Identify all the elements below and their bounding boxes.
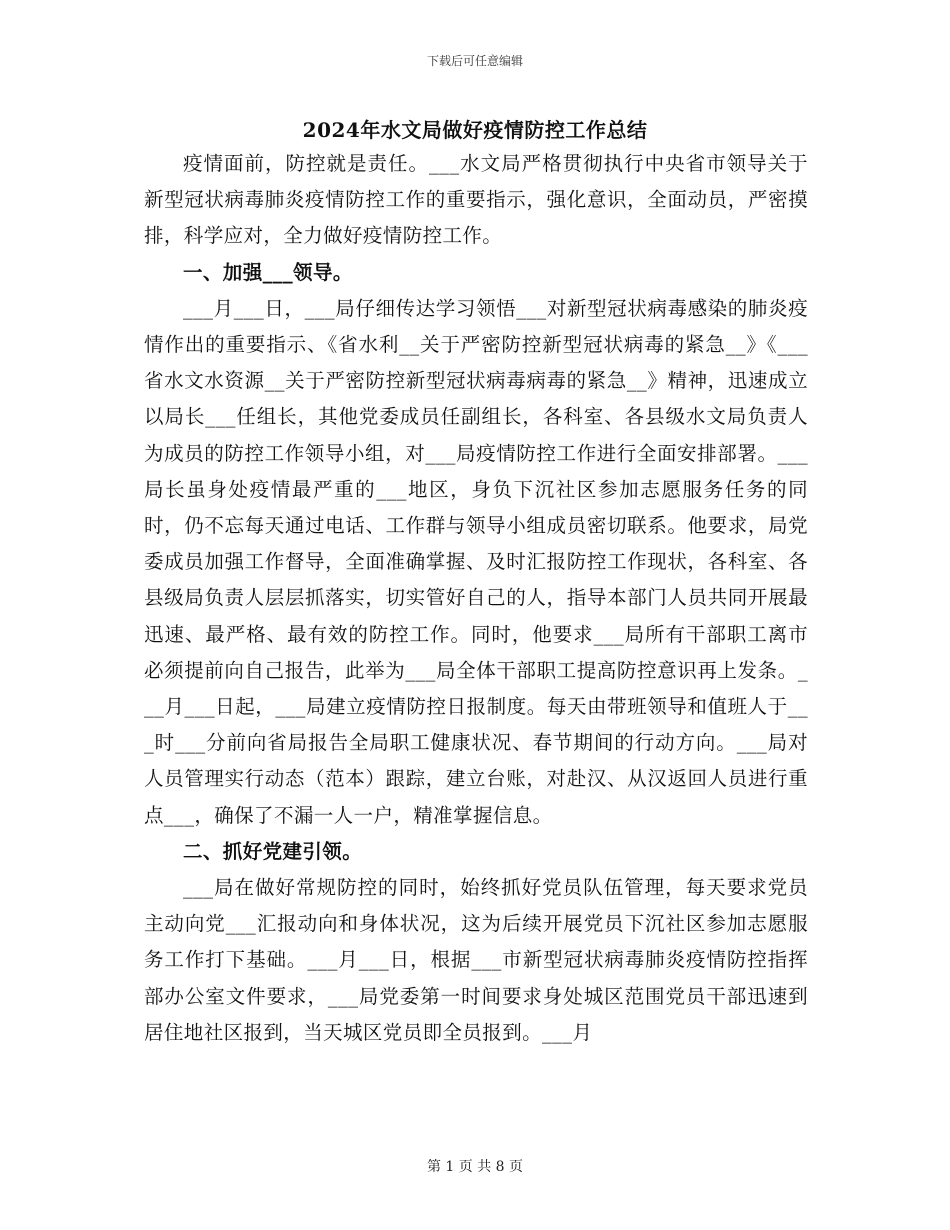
document-body: [144, 146, 808, 1051]
section-heading-2: 二、抓好党建引领。: [183, 839, 363, 863]
intro-paragraph: 疫情面前，防控就是责任。___水文局严格贯彻执行中央省市领导关于新型冠状病毒肺炎疫情防控工作的重要指示，强化意识，全面动员，严密摸排，科学应对，全力做好疫情防控工作。: [144, 152, 808, 248]
page-header-note: 下载后可任意编辑: [426, 54, 523, 68]
section-1-paragraph: ___月___日，___局仔细传达学习领悟___对新型冠状病毒感染的肺炎疫情作出的重要指示、《省水利__关于严密防控新型冠状病毒的紧急__》《___省水文水资源__关于严密防控新型冠状病毒病毒的紧急__》精神，迅速成立以局长___任组长，其他党委成员任副组长，各科室、各县级水文局负责人为成员的防控工作领导小组，对___局疫情防控工作进行全面安排部署。___局长虽身处疫情最严重的___地区，身负下沉社区参加志愿服务任务的同时，仍不忘每天通过电话、工作群与领导小组成员密切联系。他要求，局党委成员加强工作督导，全面准确掌握、及时汇报防控工作现状，各科室、各县级局负责人层层抓落实，切实管好自己的人，指导本部门人员共同开展最迅速、最严格、最有效的防控工作。同时，他要求___局所有干部职工离市必须提前向自己报告，此举为___局全体干部职工提高防控意识再上发条。___月___日起，___局建立疫情防控日报制度。每天由带班领导和值班人于___时___分前向省局报告全局职工健康状况、春节期间的行动方向。___局对人员管理实行动态（范本）跟踪，建立台账，对赴汉、从汉返回人员进行重点___，确保了不漏一人一户，精准掌握信息。: [144, 296, 808, 827]
section-heading-1: 一、加强___领导。: [183, 260, 353, 284]
document-title: 2024年水文局做好疫情防控工作总结: [302, 118, 648, 142]
page-number: 第 1 页 共 8 页: [426, 1159, 524, 1175]
section-2-paragraph: ___局在做好常规防控的同时，始终抓好党员队伍管理，每天要求党员主动向党___汇报动向和身体状况，这为后续开展党员下沉社区参加志愿服务工作打下基础。___月___日，根据___市新型冠状病毒肺炎疫情防控指挥部办公室文件要求，___局党委第一时间要求身处城区范围党员干部迅速到居住地社区报到，当天城区党员即全员报到。___月: [144, 876, 808, 1044]
